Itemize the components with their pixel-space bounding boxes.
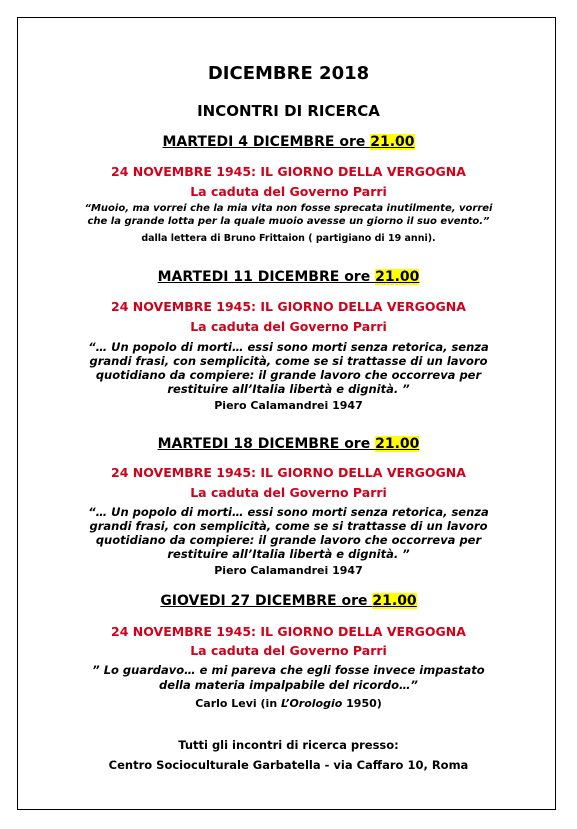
event-2-quote-line: restituire all’Italia libertà e dignità. ” — [167, 382, 410, 396]
event-1-attribution: dalla lettera di Bruno Frittaion ( partigiano di 19 anni). — [141, 233, 436, 244]
event-4-date: GIOVEDI 27 DICEMBRE ore — [160, 593, 373, 609]
event-3-date: MARTEDI 18 DICEMBRE ore — [157, 436, 376, 452]
event-3-subheadline: La caduta del Governo Parri — [190, 485, 387, 500]
event-2-quote-line: “… Un popolo di morti… essi sono morti senza retorica, senza — [88, 340, 489, 354]
page-subtitle: INCONTRI DI RICERCA — [197, 102, 380, 120]
event-4-quote-line: della materia impalpabile del ricordo…” — [159, 678, 418, 692]
event-4-attribution-author: Carlo Levi (in — [195, 697, 281, 710]
event-3-attribution: Piero Calamandrei 1947 — [214, 564, 363, 577]
event-1-subheadline: La caduta del Governo Parri — [190, 184, 387, 199]
event-1-quote-line: che la grande lotta per la quale muoio avesse un giorno il suo evento.” — [87, 216, 490, 227]
event-3-quote-line: restituire all’Italia libertà e dignità. ” — [167, 547, 410, 561]
event-2-subheadline: La caduta del Governo Parri — [190, 319, 387, 334]
event-4-quote-line: ” Lo guardavo… e mi pareva che egli fosse invece impastato — [92, 663, 485, 677]
event-4-time: 21.00 — [372, 593, 417, 609]
page-title: DICEMBRE 2018 — [207, 63, 370, 84]
footer-venue: Centro Socioculturale Garbatella - via Caffaro 10, Roma — [108, 758, 469, 772]
event-3-time: 21.00 — [375, 436, 420, 452]
event-3-quote-line: grandi frasi, con semplicità, come se si trattasse di un lavoro — [89, 519, 488, 533]
event-2-date-line — [0, 269, 577, 285]
event-1-headline: 24 NOVEMBRE 1945: IL GIORNO DELLA VERGOGNA — [111, 164, 466, 179]
event-1-time: 21.00 — [370, 134, 415, 150]
event-4-headline: 24 NOVEMBRE 1945: IL GIORNO DELLA VERGOGNA — [111, 624, 466, 639]
event-2-quote-line: quotidiano da compiere: il grande lavoro che occorreva per — [95, 368, 482, 382]
event-4-attribution — [0, 697, 577, 710]
event-2-attribution: Piero Calamandrei 1947 — [214, 399, 363, 412]
event-1-date: MARTEDI 4 DICEMBRE ore — [162, 134, 371, 150]
event-2-quote-line: grandi frasi, con semplicità, come se si trattasse di un lavoro — [89, 354, 488, 368]
event-3-quote-line: quotidiano da compiere: il grande lavoro che occorreva per — [95, 533, 482, 547]
event-4-date-line — [0, 593, 577, 609]
event-1-date-line — [0, 134, 577, 150]
event-1-quote-line: “Muoio, ma vorrei che la mia vita non fosse sprecata inutilmente, vorrei — [84, 203, 493, 214]
footer-intro: Tutti gli incontri di ricerca presso: — [178, 738, 399, 752]
event-3-date-line — [0, 436, 577, 452]
event-4-attribution-year: 1950) — [342, 697, 382, 710]
event-2-date: MARTEDI 11 DICEMBRE ore — [157, 269, 376, 285]
event-4-attribution-work: L’Orologio — [280, 697, 343, 710]
event-3-headline: 24 NOVEMBRE 1945: IL GIORNO DELLA VERGOGNA — [111, 465, 466, 480]
event-2-headline: 24 NOVEMBRE 1945: IL GIORNO DELLA VERGOGNA — [111, 299, 466, 314]
event-4-subheadline: La caduta del Governo Parri — [190, 643, 387, 658]
event-2-time: 21.00 — [375, 269, 420, 285]
event-3-quote-line: “… Un popolo di morti… essi sono morti senza retorica, senza — [88, 505, 489, 519]
